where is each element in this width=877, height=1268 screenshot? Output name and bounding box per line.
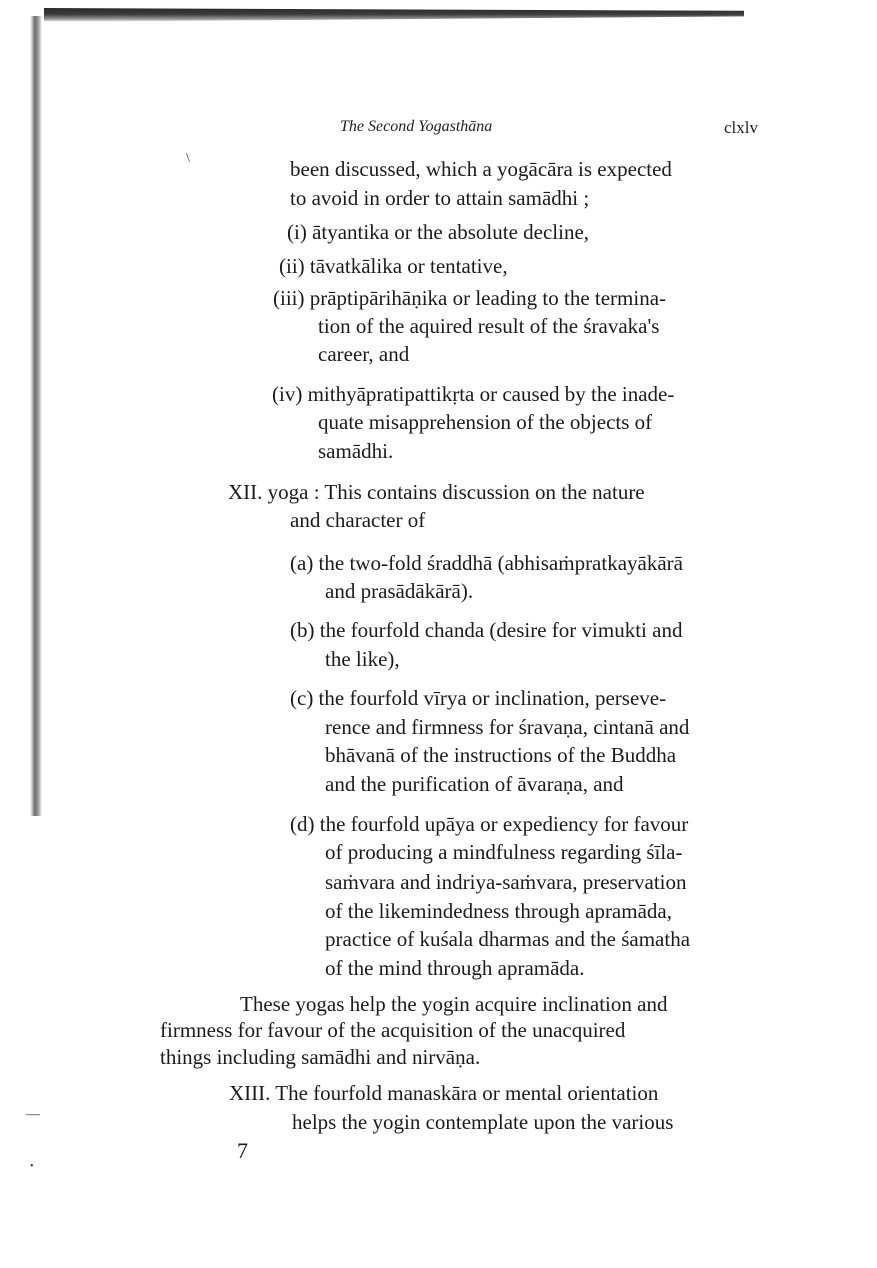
stray-mark: \: [186, 151, 190, 166]
running-title: The Second Yogasthāna: [340, 118, 493, 135]
text-line: the like),: [325, 647, 400, 671]
text-line: XIII. The fourfold manaskāra or mental orientation: [229, 1081, 659, 1105]
text-line: (a) the two-fold śraddhā (abhisaṁpratkayākārā: [290, 551, 683, 575]
text-line: (b) the fourfold chanda (desire for vimukti and: [290, 618, 683, 642]
text-line: and the purification of āvaraṇa, and: [325, 772, 624, 796]
text-line: (iii) prāptipārihāṇika or leading to the termina-: [273, 286, 667, 310]
signature-mark: 7: [237, 1138, 248, 1163]
stray-mark: —: [26, 1107, 40, 1122]
scan-shadow-top: [44, 8, 744, 22]
stray-mark: •: [30, 1161, 34, 1172]
text-line: (c) the fourfold vīrya or inclination, perseve-: [290, 686, 667, 710]
text-line: practice of kuśala dharmas and the śamatha: [325, 927, 691, 951]
text-line: of the likemindedness through apramāda,: [325, 899, 672, 923]
text-line: (i) ātyantika or the absolute decline,: [287, 220, 590, 244]
text-line: quate misapprehension of the objects of: [318, 410, 653, 434]
text-line: firmness for favour of the acquisition of the unacquired: [160, 1018, 626, 1042]
text-line: of the mind through apramāda.: [325, 956, 585, 980]
text-line: bhāvanā of the instructions of the Buddha: [325, 743, 677, 767]
text-line: saṁvara and indriya-saṁvara, preservation: [325, 870, 687, 894]
text-line: (d) the fourfold upāya or expediency for favour: [290, 812, 689, 836]
text-line: and character of: [290, 508, 426, 532]
text-line: (iv) mithyāpratipattikṛta or caused by the inade-: [272, 382, 675, 406]
text-line: samādhi.: [318, 439, 394, 463]
text-line: been discussed, which a yogācāra is expected: [290, 157, 672, 181]
text-line: career, and: [318, 342, 410, 366]
text-line: rence and firmness for śravaṇa, cintanā and: [325, 715, 690, 739]
text-line: (ii) tāvatkālika or tentative,: [279, 254, 508, 278]
text-line: things including samādhi and nirvāṇa.: [160, 1045, 481, 1069]
scan-shadow-left: [30, 16, 42, 816]
text-line: helps the yogin contemplate upon the various: [292, 1110, 674, 1134]
text-line: XII. yoga : This contains discussion on the nature: [228, 480, 645, 504]
page-number: clxlv: [724, 118, 758, 137]
text-line: to avoid in order to attain samādhi ;: [290, 186, 590, 210]
text-line: tion of the aquired result of the śravaka's: [318, 314, 660, 338]
text-line: These yogas help the yogin acquire inclination and: [240, 992, 668, 1016]
text-line: and prasādākārā).: [325, 579, 474, 603]
text-line: of producing a mindfulness regarding śīla-: [325, 840, 683, 864]
